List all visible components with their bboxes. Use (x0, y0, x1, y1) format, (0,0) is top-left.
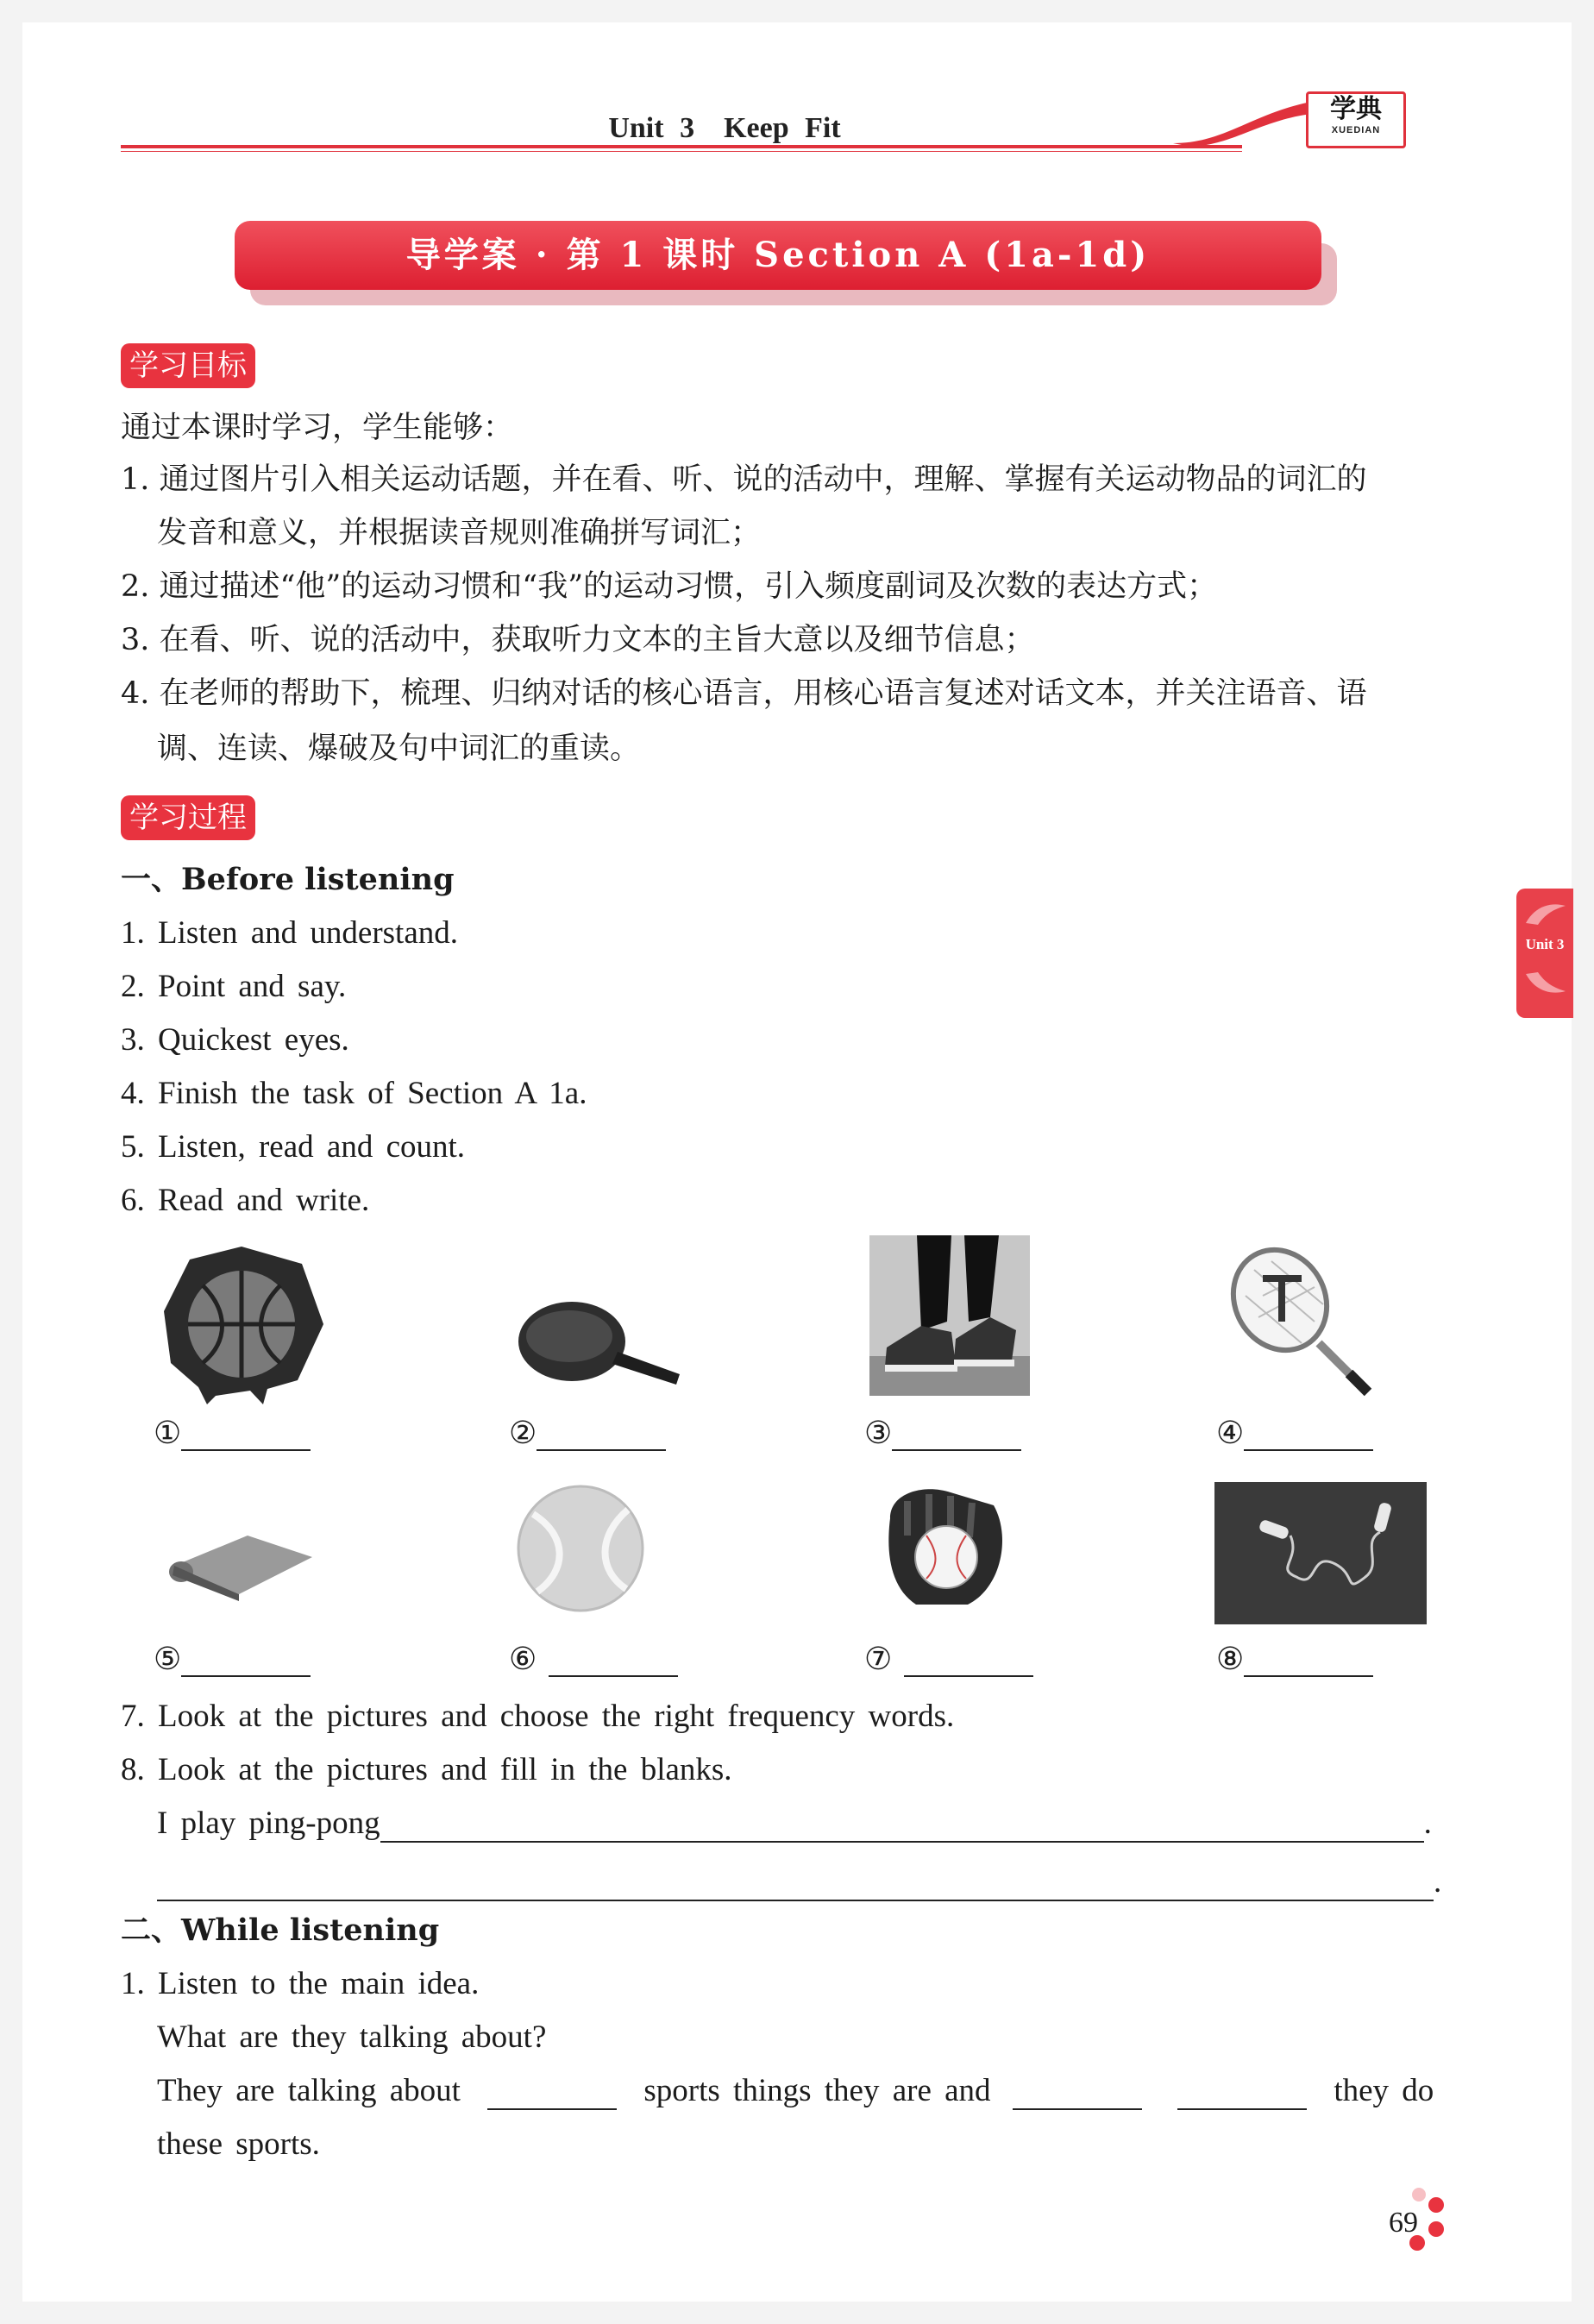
before-item: 3. Quickest eyes. (121, 1022, 349, 1058)
yoga-mat-icon (166, 1518, 321, 1605)
fill-blank[interactable] (380, 1806, 1424, 1843)
picture-label: ⑦ (864, 1641, 1033, 1677)
swoosh-decoration-icon (1173, 97, 1320, 157)
unit-title: Unit 3 Keep Fit (608, 112, 841, 144)
answer-blank[interactable] (537, 1415, 666, 1451)
before-item: 1. Listen and understand. (121, 915, 458, 951)
picture-label: ⑤ (154, 1641, 311, 1677)
picture-label: ③ (864, 1415, 1021, 1451)
picture-label: ⑧ (1216, 1641, 1373, 1677)
while-listening-heading: 二、While listening (121, 1913, 440, 1948)
unit-side-tab: Unit 3 (1516, 889, 1573, 1018)
answer-blank[interactable] (181, 1415, 311, 1451)
baseball-glove-icon (873, 1484, 1011, 1613)
objective-line: 3. 在看、听、说的活动中，获取听力文本的主旨大意以及细节信息； (121, 623, 1035, 657)
question: What are they talking about? (157, 2019, 547, 2055)
objective-line: 2. 通过描述“他”的运动习惯和“我”的运动习惯，引入频度副词及次数的表达方式； (121, 569, 1218, 604)
wing-icon (1519, 897, 1571, 932)
objective-line: 发音和意义，并根据读音规则准确拼写词汇； (157, 516, 762, 550)
while-item: 1. Listen to the main idea. (121, 1966, 480, 2001)
answer-blank[interactable] (1013, 2074, 1142, 2110)
answer-blank[interactable] (1177, 2074, 1307, 2110)
answer-blank[interactable] (1244, 1415, 1373, 1451)
lesson-title-banner: 导学案 · 第 1 课时 Section A (1a-1d) (235, 221, 1321, 290)
jump-rope-icon (1214, 1482, 1427, 1624)
answer-blank[interactable] (487, 2074, 617, 2110)
objectives-tag: 学习目标 (121, 343, 255, 388)
basketball-icon (155, 1242, 328, 1406)
header-rule (121, 145, 1242, 148)
answer-blank[interactable] (181, 1641, 311, 1677)
before-item: 6. Read and write. (121, 1183, 370, 1218)
answer-blank[interactable] (1244, 1641, 1373, 1677)
sneakers-icon (869, 1235, 1030, 1396)
wing-icon (1519, 965, 1571, 1000)
before-item: 4. Finish the task of Section A 1a. (121, 1076, 587, 1111)
picture-label: ④ (1216, 1415, 1373, 1451)
picture-label: ⑥ (509, 1641, 678, 1677)
answer-line-2: these sports. (157, 2126, 320, 2162)
answer-blank[interactable] (549, 1641, 678, 1677)
answer-line: They are talking about sports things they are and they do (157, 2073, 1434, 2108)
tennis-racket-icon (1220, 1244, 1384, 1399)
answer-blank[interactable] (892, 1415, 1021, 1451)
objectives-intro: 通过本课时学习，学生能够： (121, 411, 514, 445)
page-number: 69 (1389, 2207, 1418, 2239)
picture-label: ② (509, 1415, 666, 1451)
xuedian-logo: 学典 XUEDIAN (1306, 91, 1406, 148)
objective-line: 4. 在老师的帮助下，梳理、归纳对话的核心语言，用核心语言复述对话文本，并关注语音、语 (121, 676, 1367, 711)
objective-line: 调、连读、爆破及句中词汇的重读。 (157, 732, 641, 766)
before-item: 5. Listen, read and count. (121, 1129, 466, 1165)
before-listening-heading: 一、Before listening (121, 862, 455, 897)
answer-blank[interactable] (904, 1641, 1033, 1677)
ping-pong-paddle-icon (516, 1298, 688, 1393)
item-7: 7. Look at the pictures and choose the right frequency words. (121, 1699, 955, 1734)
process-tag: 学习过程 (121, 795, 255, 840)
item-8: 8. Look at the pictures and fill in the blanks. (121, 1752, 732, 1787)
fill-line: I play ping-pong . (157, 1806, 1432, 1841)
fill-line-2: . (157, 1863, 1441, 1901)
running-header (121, 94, 1449, 154)
header-rule-thin (121, 151, 1242, 152)
objective-line: 1. 通过图片引入相关运动话题，并在看、听、说的活动中，理解、掌握有关运动物品的词汇的 (121, 462, 1367, 497)
picture-label: ① (154, 1415, 311, 1451)
before-item: 2. Point and say. (121, 969, 347, 1004)
fill-blank[interactable] (157, 1865, 1434, 1901)
tennis-ball-icon (516, 1484, 645, 1613)
